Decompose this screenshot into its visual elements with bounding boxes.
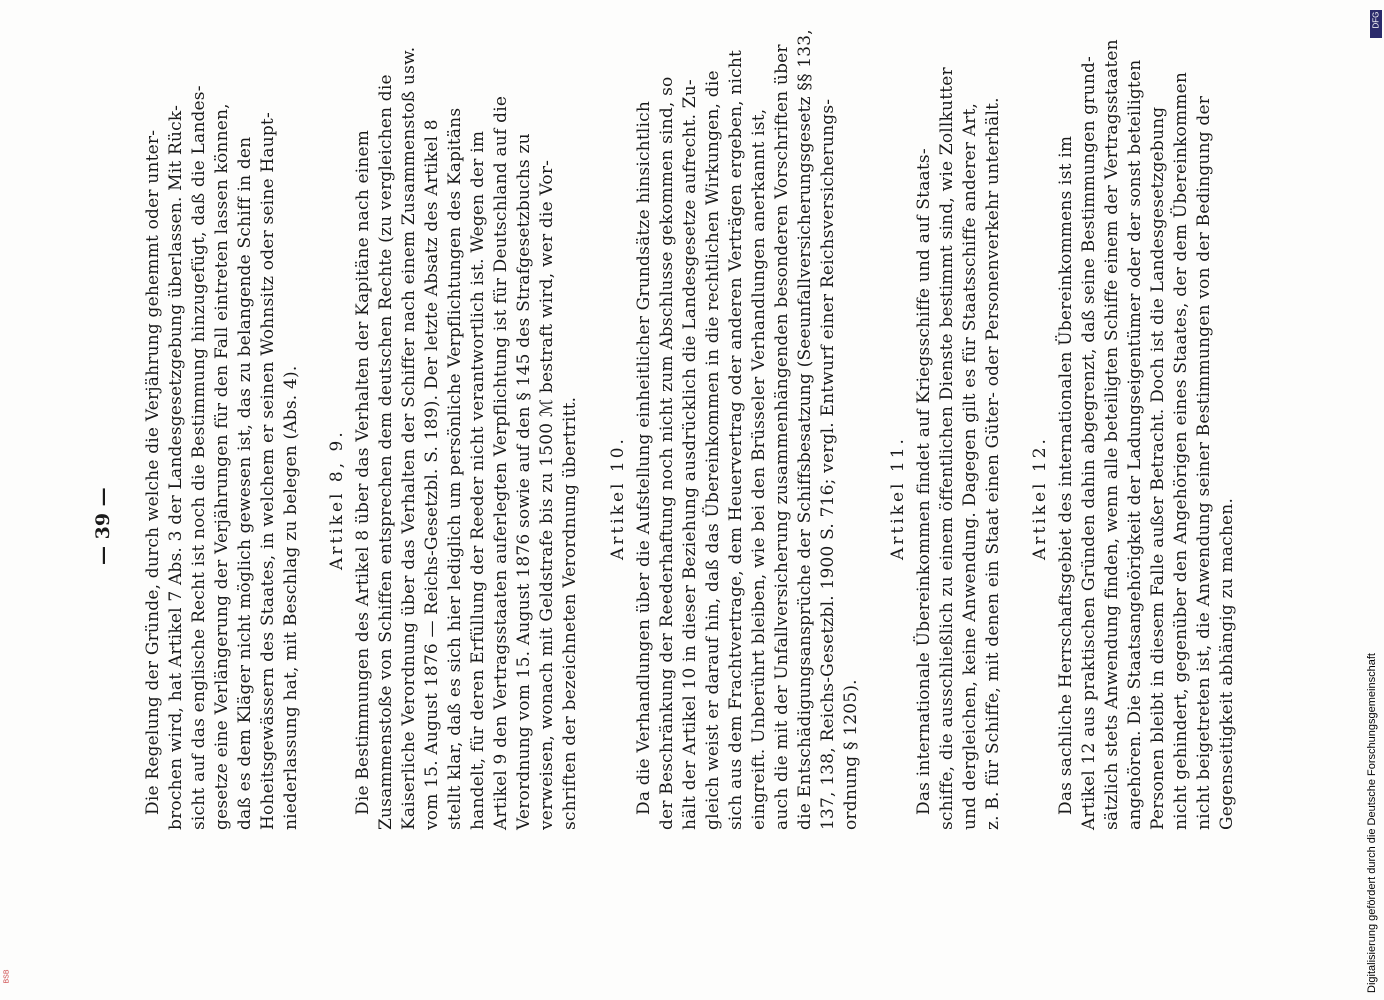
text-line: eingreift. Unberührt bleiben, wie bei den Brüsseler Verhandlungen anerkannt ist, [749,108,769,830]
digitization-credit-text: Digitalisierung gefördert durch die Deutsche Forschungsgemeinschaft [1366,653,1378,993]
heading-artikel-12: Artikel 12. [1030,436,1050,560]
text-line: nicht beigetreten ist, die Anwendung seiner Bestimmungen von der Bedingung der [1194,95,1214,830]
text-line: brochen wird, hat Artikel 7 Abs. 3 der Landesgesetzgebung überlassen. Mit Rück- [166,104,186,830]
text-line: verweisen, wonach mit Geldstrafe bis zu 1500 ℳ bestraft wird, wer die Vor- [537,159,557,830]
text-line: vom 15. August 1876 — Reichs-Gesetzbl. S. 189). Der letzte Absatz des Artikel 8 [422,119,442,830]
heading-artikel-10: Artikel 10. [608,436,628,560]
text-line: stellt klar, daß es sich hier lediglich um persönliche Verpflichtungen des Kapitäns [445,107,465,830]
text-line: schriften der bezeichneten Verordnung übertritt. [560,396,580,830]
text-line: z. B. für Schiffe, mit denen ein Staat einen Güter- oder Personenverkehr unterhält. [983,97,1003,830]
text-line: daß es dem Kläger nicht möglich gewesen ist, das zu belangende Schiff in den [235,136,255,830]
library-mark: BSB [3,969,11,984]
heading-artikel-8-9: Artikel 8, 9. [327,429,347,570]
text-line: Artikel 12 aus praktischen Gründen dahin abgegrenzt, daß seine Bestimmungen grund- [1079,56,1099,830]
text-line: 137, 138, Reichs-Gesetzbl. 1900 S. 716; vergl. Entwurf einer Reichsversicherungs- [818,98,838,830]
text-line: und dergleichen, keine Anwendung. Dagegen gilt es für Staatsschiffe anderer Art, [960,102,980,830]
text-line: Das sachliche Herrschaftsgebiet des internationalen Übereinkommens ist im [1056,135,1076,815]
text-line: handelt, für deren Erfüllung der Reeder nicht verantwortlich ist. Wegen der im [468,130,488,830]
text-line: Artikel 9 den Vertragsstaaten auferlegten Verpflichtung ist für Deutschland auf die [491,95,511,830]
text-line: Zusammenstoße von Schiffen entsprechen dem deutschen Rechte (zu vergleichen die [376,74,396,830]
text-line: Gegenseitigkeit abhängig zu machen. [1217,497,1237,830]
text-line: Hoheitsgewässern des Staates, in welchem er seinen Wohnsitz oder seine Haupt- [258,112,278,830]
text-line: die Entschädigungsansprüche der Schiffsbesatzung (Seeunfallversicherungsgesetz §§ 133, [795,29,815,830]
text-line: Das internationale Übereinkommen findet auf Kriegsschiffe und auf Staats- [914,148,934,815]
text-line: Da die Verhandlungen über die Aufstellung einheitlicher Grundsätze hinsichtlich [634,101,654,815]
text-line: Die Bestimmungen des Artikel 8 über das Verhalten der Kapitäne nach einem [353,129,373,815]
text-line: sicht auf das englische Recht ist noch die Bestimmung hinzugefügt, daß die Landes- [189,85,209,830]
text-line: nicht gehindert, gegenüber den Angehörigen eines Staates, der dem Übereinkommen [1171,71,1191,830]
page-number: — 39 — [92,487,114,565]
dfg-logo: DFG [1370,10,1382,38]
text-line: auch die mit der Unfallversicherung zusammenhängenden besonderen Vorschriften über [772,44,792,830]
text-line: ordnung § 1205). [841,679,861,830]
digitization-credit [1366,8,1384,993]
text-line: Kaiserliche Verordnung über das Verhalten der Schiffer nach einem Zusammenstoß usw. [399,46,419,830]
text-line: sich aus dem Frachtvertrage, dem Heuervertrag oder anderen Verträgen ergeben, nicht [726,49,746,830]
text-line: sätzlich stets Anwendung finden, wenn alle beteiligten Schiffe einem der Vertragsstaaten [1102,39,1122,830]
text-line: gleich weist er darauf hin, daß das Übereinkommen in die rechtlichen Wirkungen, die [703,70,723,830]
heading-artikel-11: Artikel 11. [888,436,908,560]
text-line: hält der Artikel 10 in dieser Beziehung ausdrücklich die Landesgesetze aufrecht. Zu- [680,79,700,830]
text-line: Personen bleibt in diesem Falle außer Betracht. Doch ist die Landesgesetzgebung [1148,106,1168,830]
text-line: gesetze eine Verlängerung der Verjährungen für den Fall eintreten lassen können, [212,103,232,830]
text-line: Die Regelung der Gründe, durch welche die Verjährung gehemmt oder unter- [143,129,163,815]
text-line: der Beschränkung der Reederhaftung noch nicht zum Abschlusse gekommen sind, so [657,76,677,830]
text-line: angehören. Die Staatsangehörigkeit der Ladungseigentümer oder der sonst beteiligten [1125,59,1145,830]
text-line: schiffe, die ausschließlich zu einem öffentlichen Dienste bestimmt sind, wie Zollkutter [937,67,957,830]
text-line: niederlassung hat, mit Beschlag zu belegen (Abs. 4). [281,365,301,830]
text-line: Verordnung vom 15. August 1876 sowie auf den § 145 des Strafgesetzbuchs zu [514,133,534,830]
